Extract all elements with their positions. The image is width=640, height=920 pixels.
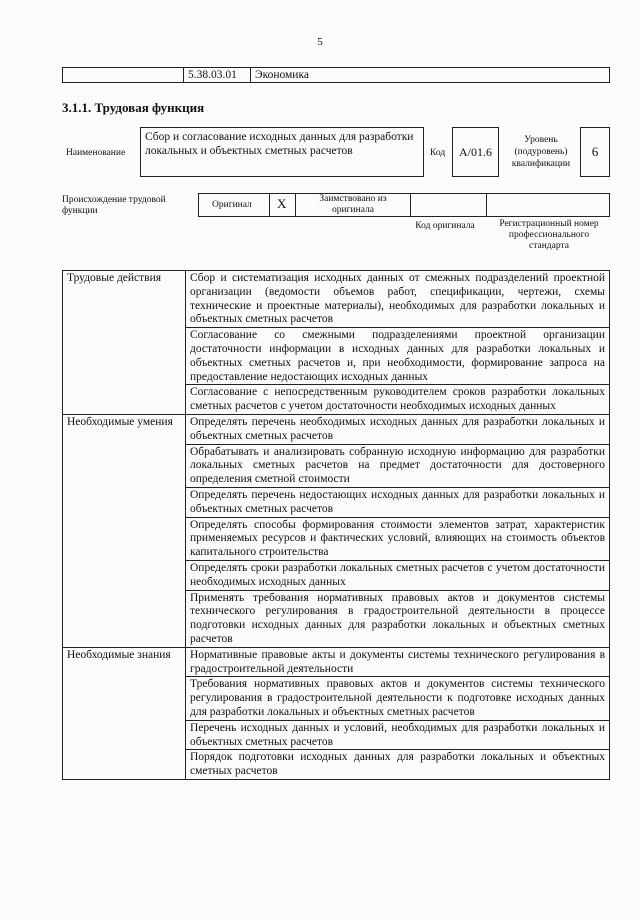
- borrowed-label: Заимствовано из оригинала: [319, 194, 387, 215]
- list-item: Определять перечень недостающих исходных данных для разработки локальных и объектных сметных расчетов: [186, 487, 610, 517]
- function-details-table: [62, 270, 610, 780]
- list-item: Обрабатывать и анализировать собранную исходную информацию для разработки локальных сметных расчетов на предмет достаточности для достоверного определения сметной стоимости: [186, 444, 610, 487]
- origin-label: Происхождение трудовой функции: [62, 195, 166, 216]
- qualification-level: 6: [580, 127, 610, 177]
- list-item: Определять перечень необходимых исходных данных для разработки локальных и объектных сметных расчетов: [186, 414, 610, 444]
- list-item: Сбор и систематизация исходных данных от смежных подразделений проектной организации (ведомости объемов работ, спецификации, чертежи, схемы технические и проектные материалы), необходимых для разработки локальных и объектных сметных расчетов: [186, 271, 610, 328]
- level-label: Уровень (подуровень) квалификации: [511, 135, 571, 169]
- list-item: Определять сроки разработки локальных сметных расчетов с учетом достаточности необходимых исходных данных: [186, 560, 610, 590]
- code-original-caption: Код оригинала: [415, 221, 475, 231]
- origin-row: [198, 193, 610, 217]
- function-name: Сбор и согласование исходных данных для разработки локальных и объектных сметных расчетов: [140, 127, 424, 177]
- original-label: Оригинал: [212, 200, 252, 210]
- okso-name: Экономика: [255, 69, 309, 81]
- group-title: Трудовые действия: [63, 271, 186, 415]
- list-item: Согласование с непосредственным руководителем сроков разработки локальных сметных расчетов с учетом достаточности необходимых исходных данных: [186, 385, 610, 415]
- okso-code: 5.38.03.01: [188, 69, 237, 81]
- list-item: Применять требования нормативных правовых актов и документов системы технического регулирования в градостроительной деятельности в процессе подготовки исходных данных для разработки локальных и объектных сметных расчетов: [186, 590, 610, 647]
- code-table: [62, 67, 610, 83]
- page-number: 5: [317, 36, 323, 48]
- group-title: Необходимые знания: [63, 647, 186, 779]
- list-item: Порядок подготовки исходных данных для разработки локальных и объектных сметных расчетов: [186, 750, 610, 780]
- original-mark: X: [277, 196, 287, 211]
- list-item: Нормативные правовые акты и документы системы технического регулирования в градостроительной деятельности: [186, 647, 610, 677]
- list-item: Требования нормативных правовых актов и документов системы технического регулирования в градостроительной деятельности к подготовке исходных данных для разработки локальных и объектных сметных расчетов: [186, 677, 610, 720]
- reg-number-caption: Регистрационный номер профессионального стандарта: [499, 219, 599, 251]
- list-item: Перечень исходных данных и условий, необходимых для разработки локальных и объектных сметных расчетов: [186, 720, 610, 750]
- table-row: [63, 271, 610, 328]
- function-code: А/01.6: [452, 127, 499, 177]
- name-label: Наименование: [66, 148, 126, 158]
- section-title: 3.1.1. Трудовая функция: [62, 100, 205, 115]
- code-label: Код: [430, 148, 446, 158]
- table-row: [63, 414, 610, 444]
- group-title: Необходимые умения: [63, 414, 186, 647]
- table-row: [63, 647, 610, 677]
- list-item: Согласование со смежными подразделениями проектной организации достаточности информации в исходных данных для разработки локальных и объектных сметных расчетов и, при необходимости, формирование запроса на предоставление недостающих исходных данных: [186, 328, 610, 385]
- list-item: Определять способы формирования стоимости элементов затрат, характеристик применяемых ресурсов и фактических условий, влияющих на стоимость объектов капитального строительства: [186, 517, 610, 560]
